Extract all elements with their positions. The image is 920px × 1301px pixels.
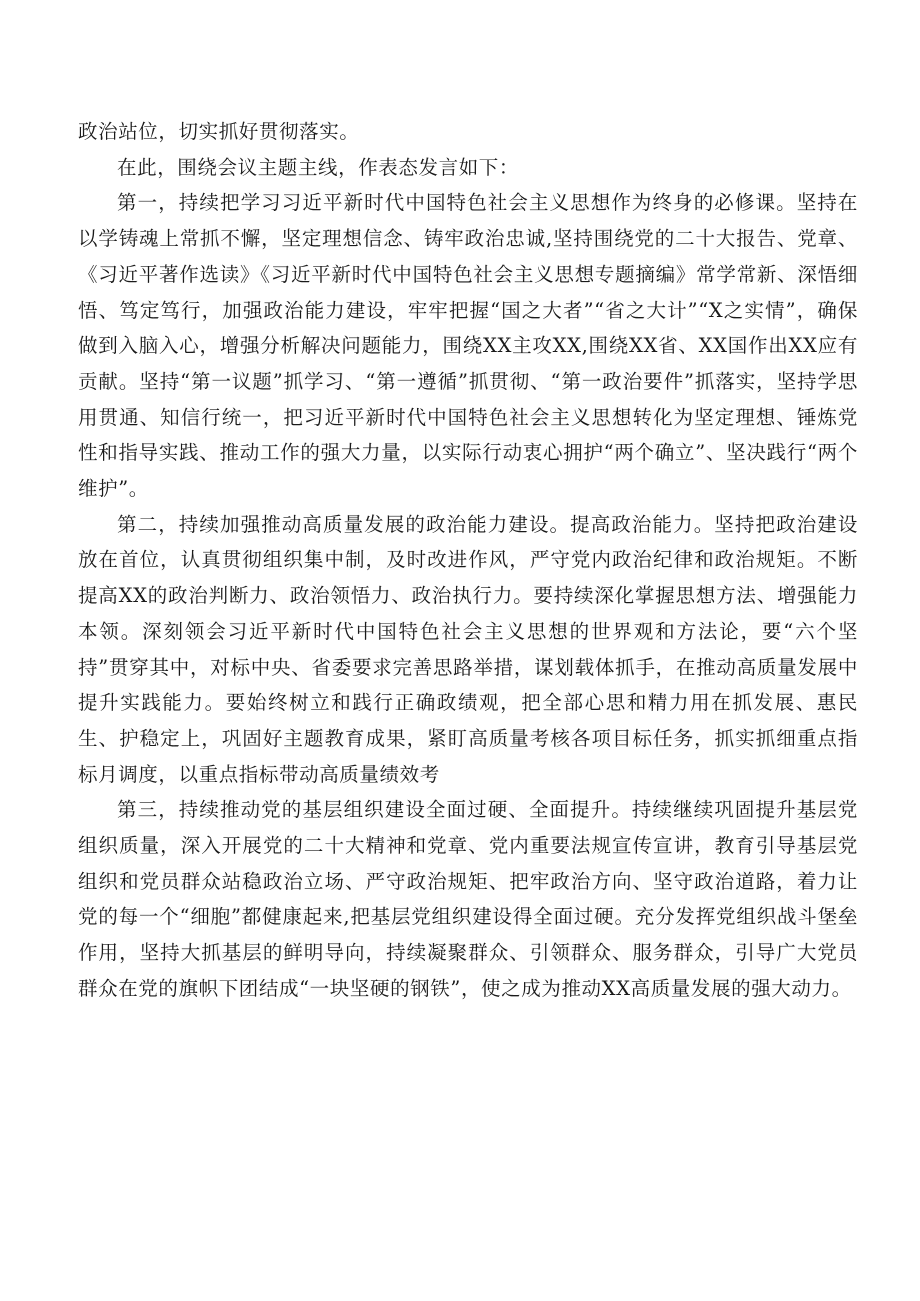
paragraph-intro: 在此，围绕会议主题主线，作表态发言如下： xyxy=(117,155,520,179)
paragraph-third-point: 第三，持续推动党的基层组织建设全面过硬、全面提升。持续继续巩固提升基层党组织质量，深入开展党的二十大精神和党章、党内重要法规宣传宣讲，教育引导基层党组织和党员群众站稳政治立场、严守政治规矩、把牢政治方向、坚守政治道路，着力让党的每一个“细胞”都健康起来,把基层党组织建设得全面过硬。充分发挥党组织战斗堡垒作用，坚持大抓基层的鲜明导向，持续凝聚群众、引领群众、服务群众，引导广大党员群众在党的旗帜下团结成“一块坚硬的钢铁”，使之成为推动XX高质量发展的强大动力。 xyxy=(78,798,858,1000)
paragraph-first-point: 第一，持续把学习习近平新时代中国特色社会主义思想作为终身的必修课。坚持在以学铸魂上常抓不懈，坚定理想信念、铸牢政治忠诚,坚持围绕党的二十大报告、党章、《习近平著作选读》《习近平新时代中国特色社会主义思想专题摘编》常学常新、深悟细悟、笃定笃行，加强政治能力建设，牢牢把握“国之大者”“省之大计”“X之实情”，确保做到入脑入心，增强分析解决问题能力，围绕XX主攻XX,围绕XX省、XX国作出XX应有贡献。坚持“第一议题”抓学习、“第一遵循”抓贯彻、“第一政治要件”抓落实，坚持学思用贯通、知信行统一，把习近平新时代中国特色社会主义思想转化为坚定理想、锤炼党性和指导实践、推动工作的强大力量，以实际行动衷心拥护“两个确立”、坚决践行“两个维护”。 xyxy=(78,191,858,501)
document-body xyxy=(78,114,858,1007)
paragraph-second-point: 第二，持续加强推动高质量发展的政治能力建设。提高政治能力。坚持把政治建设放在首位，认真贯彻组织集中制，及时改进作风，严守党内政治纪律和政治规矩。不断提高XX的政治判断力、政治领悟力、政治执行力。要持续深化掌握思想方法、增强能力本领。深刻领会习近平新时代中国特色社会主义思想的世界观和方法论，要“六个坚持”贯穿其中，对标中央、省委要求完善思路举措，谋划载体抓手，在推动高质量发展中提升实践能力。要始终树立和践行正确政绩观，把全部心思和精力用在抓发展、惠民生、护稳定上，巩固好主题教育成果，紧盯高质量考核各项目标任务，抓实抓细重点指标月调度，以重点指标带动高质量绩效考 xyxy=(78,512,858,786)
paragraph-continuation: 政治站位，切实抓好贯彻落实。 xyxy=(78,120,360,143)
